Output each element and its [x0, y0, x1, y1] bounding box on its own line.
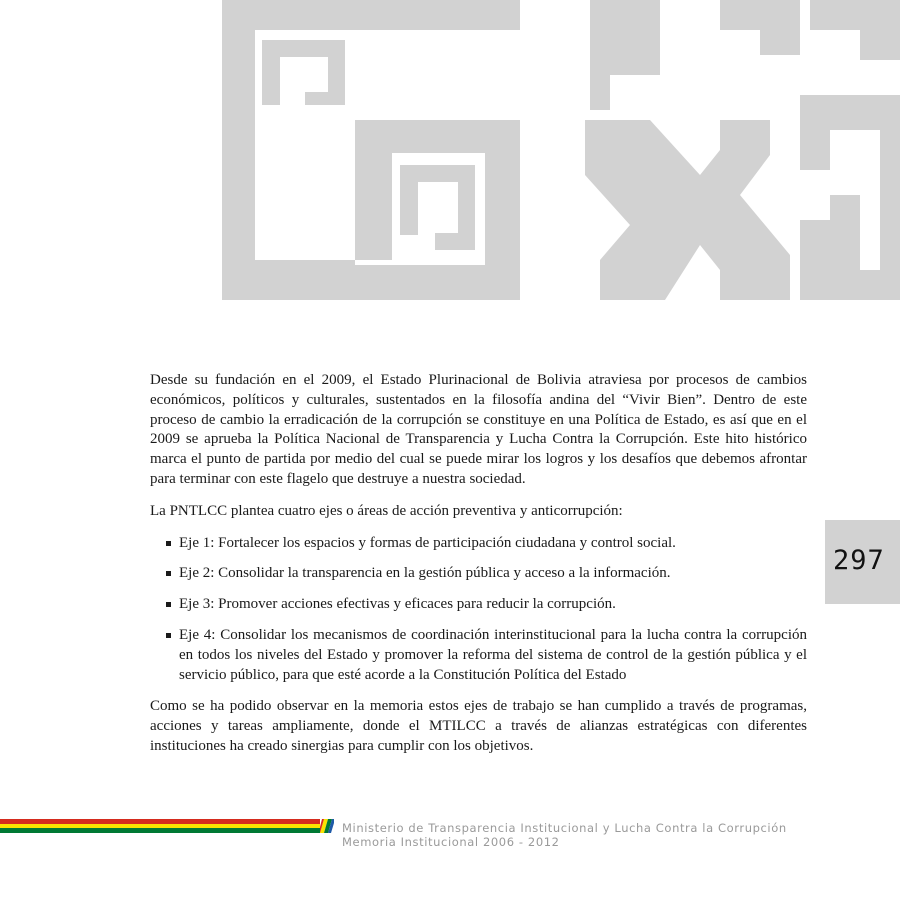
list-item: [150, 626, 807, 685]
page-number-tab: [825, 520, 900, 604]
bolivia-flag-stripe: [0, 819, 320, 833]
wiphala-icon: [320, 819, 334, 833]
list-item-text: Eje 4: Consolidar los mecanismos de coordinación interinstitucional para la lucha contra la corrupción en todos los niveles del Estado y promover la reforma del sistema de control de la gestión pública y el servicio público, para que esté acorde a la Constitución Política del Estado: [179, 626, 807, 683]
conclusion-paragraph: Como se ha podido observar en la memoria estos ejes de trabajo se han cumplido a través de programas, acciones y tareas ampliamente, donde el MTILCC a través de alianzas estratégicas con diferentes instituciones ha creado sinergias para cumplir con los objetivos.: [150, 698, 807, 754]
list-item: [150, 534, 807, 554]
square-bullet-icon: [166, 602, 171, 607]
list-item-text: Eje 1: Fortalecer los espacios y formas de participación ciudadana y control social.: [179, 534, 676, 551]
list-item: [150, 564, 807, 584]
list-item-text: Eje 3: Promover acciones efectivas y eficaces para reducir la corrupción.: [179, 596, 616, 613]
main-text-block: [150, 371, 807, 769]
intro-paragraph: Desde su fundación en el 2009, el Estado Plurinacional de Bolivia atraviesa por procesos de cambios económicos, políticos y culturales, sustentados en la filosofía andina del “Vivir Bien”. Dentro de este proceso de cambio la erradicación de la corrupción se constituye en una Política de Estado, es así que en el 2009 se aprueba la Política Nacional de Transparencia y Lucha Contra la Corrupción. Este hito histórico marca el punto de partida por medio del cual se puede mirar los logros y los desafíos que debemos afrontar para terminar con este flagelo que destruye a nuestra sociedad.: [150, 372, 807, 487]
page-number: 297: [833, 545, 885, 576]
square-bullet-icon: [166, 571, 171, 576]
axes-list: [150, 534, 807, 686]
flag-green-band: [0, 828, 320, 833]
footer-ministry-name: Ministerio de Transparencia Institucional y Lucha Contra la Corrupción: [342, 821, 787, 835]
footer-caption: [342, 821, 787, 849]
square-bullet-icon: [166, 541, 171, 546]
axes-intro-paragraph: La PNTLCC plantea cuatro ejes o áreas de acción preventiva y anticorrupción:: [150, 502, 623, 519]
square-bullet-icon: [166, 633, 171, 638]
list-item-text: Eje 2: Consolidar la transparencia en la gestión pública y acceso a la información.: [179, 565, 671, 582]
andean-pattern-decoration: [0, 0, 900, 310]
list-item: [150, 595, 807, 615]
footer-publication-title: Memoria Institucional 2006 - 2012: [342, 835, 560, 849]
